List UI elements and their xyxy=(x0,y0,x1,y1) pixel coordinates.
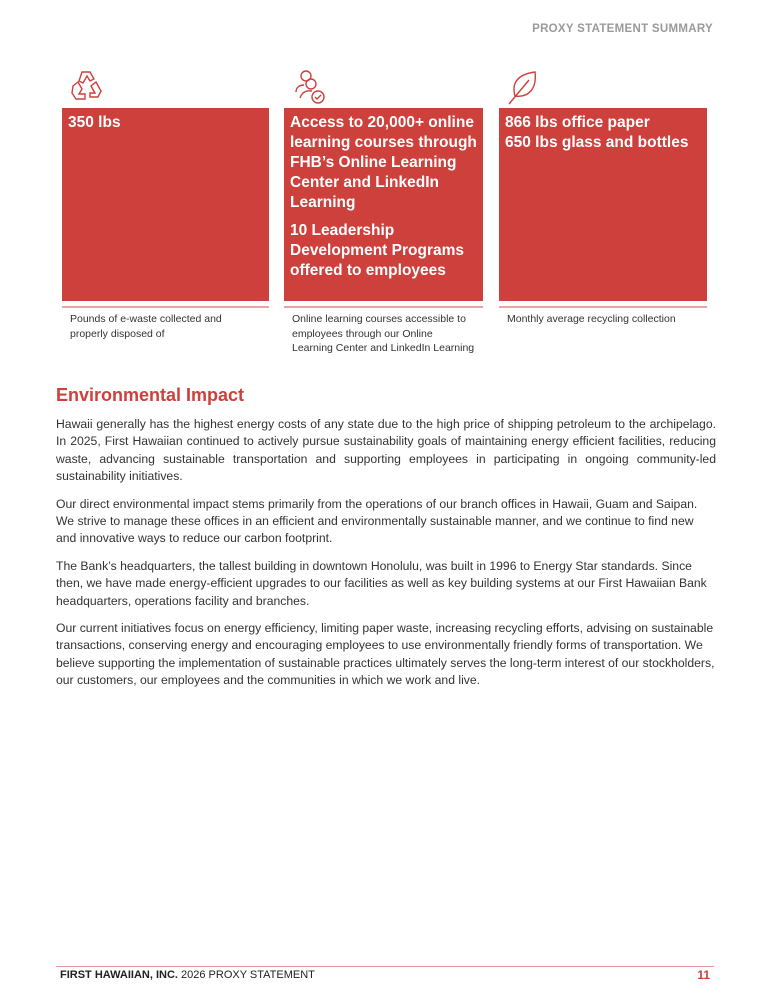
footer xyxy=(60,969,315,981)
paragraph: Our direct environmental impact stems primarily from the operations of our branch offices in Hawaii, Guam and Saipan. We strive to manage these offices in an efficient and environmentally sustainable manner, and we continue to find new and innovative ways to reduce our carbon footprint. xyxy=(56,496,698,546)
recycle-icon xyxy=(68,68,269,108)
leaf-icon xyxy=(505,68,707,108)
page-number: 11 xyxy=(697,968,710,982)
running-header: PROXY STATEMENT SUMMARY xyxy=(532,23,713,35)
stat-value: 866 lbs office paper xyxy=(505,114,650,131)
stat-value: 10 Leadership Development Programs offered to employees xyxy=(290,222,464,279)
paragraph: Our current initiatives focus on energy efficiency, limiting paper waste, increasing recycling efforts, advising on sustainable transactions, conserving energy and encouraging employees to use environmentally friendly forms of transportation. We believe supporting the implementation of sustainable practices ultimately serves the long-term interest of our stockholders, our customers, our employees and the communities in which we work and live. xyxy=(56,621,715,688)
paragraph: Hawaii generally has the highest energy costs of any state due to the high price of shipping petroleum to the archipelago. In 2025, First Hawaiian continued to actively pursue sustainability goals of maintaining energy efficient facilities, reducing waste, advancing sustainable transportation and supporting employees in participating in ongoing community-led sustainability initiatives. xyxy=(56,417,716,484)
main-content xyxy=(56,68,716,700)
stat-value: Access to 20,000+ online learning courses through FHB’s Online Learning Center and LinkedIn Learning xyxy=(290,114,477,211)
paragraph: The Bank’s headquarters, the tallest building in downtown Honolulu, was built in 1996 to Energy Star standards. Since then, we have made energy-efficient upgrades to our facilities as well as key building systems at our First Hawaiian Bank headquarters, operations facility and branches. xyxy=(56,558,707,608)
section-title: Environmental Impact xyxy=(56,385,245,405)
footer-company: FIRST HAWAIIAN, INC. xyxy=(60,969,178,981)
stat-recycling xyxy=(499,68,707,374)
section-body xyxy=(56,416,716,690)
stat-value: 650 lbs glass and bottles xyxy=(505,134,689,151)
stats-row xyxy=(62,68,716,374)
footer-doc: 2026 PROXY STATEMENT xyxy=(181,969,315,981)
stat-caption: Monthly average recycling collection xyxy=(507,313,676,325)
stat-ewaste xyxy=(62,68,269,374)
people-check-icon xyxy=(290,68,483,108)
stat-caption: Online learning courses accessible to employees through our Online Learning Center and LinkedIn Learning xyxy=(292,313,475,354)
stat-card xyxy=(284,108,483,301)
footer-divider xyxy=(56,966,714,967)
stat-value: 350 lbs xyxy=(68,114,121,131)
stat-card xyxy=(499,108,707,301)
stat-caption: Pounds of e-waste collected and properly disposed of xyxy=(70,313,222,340)
stat-learning xyxy=(284,68,483,374)
stat-card xyxy=(62,108,269,301)
